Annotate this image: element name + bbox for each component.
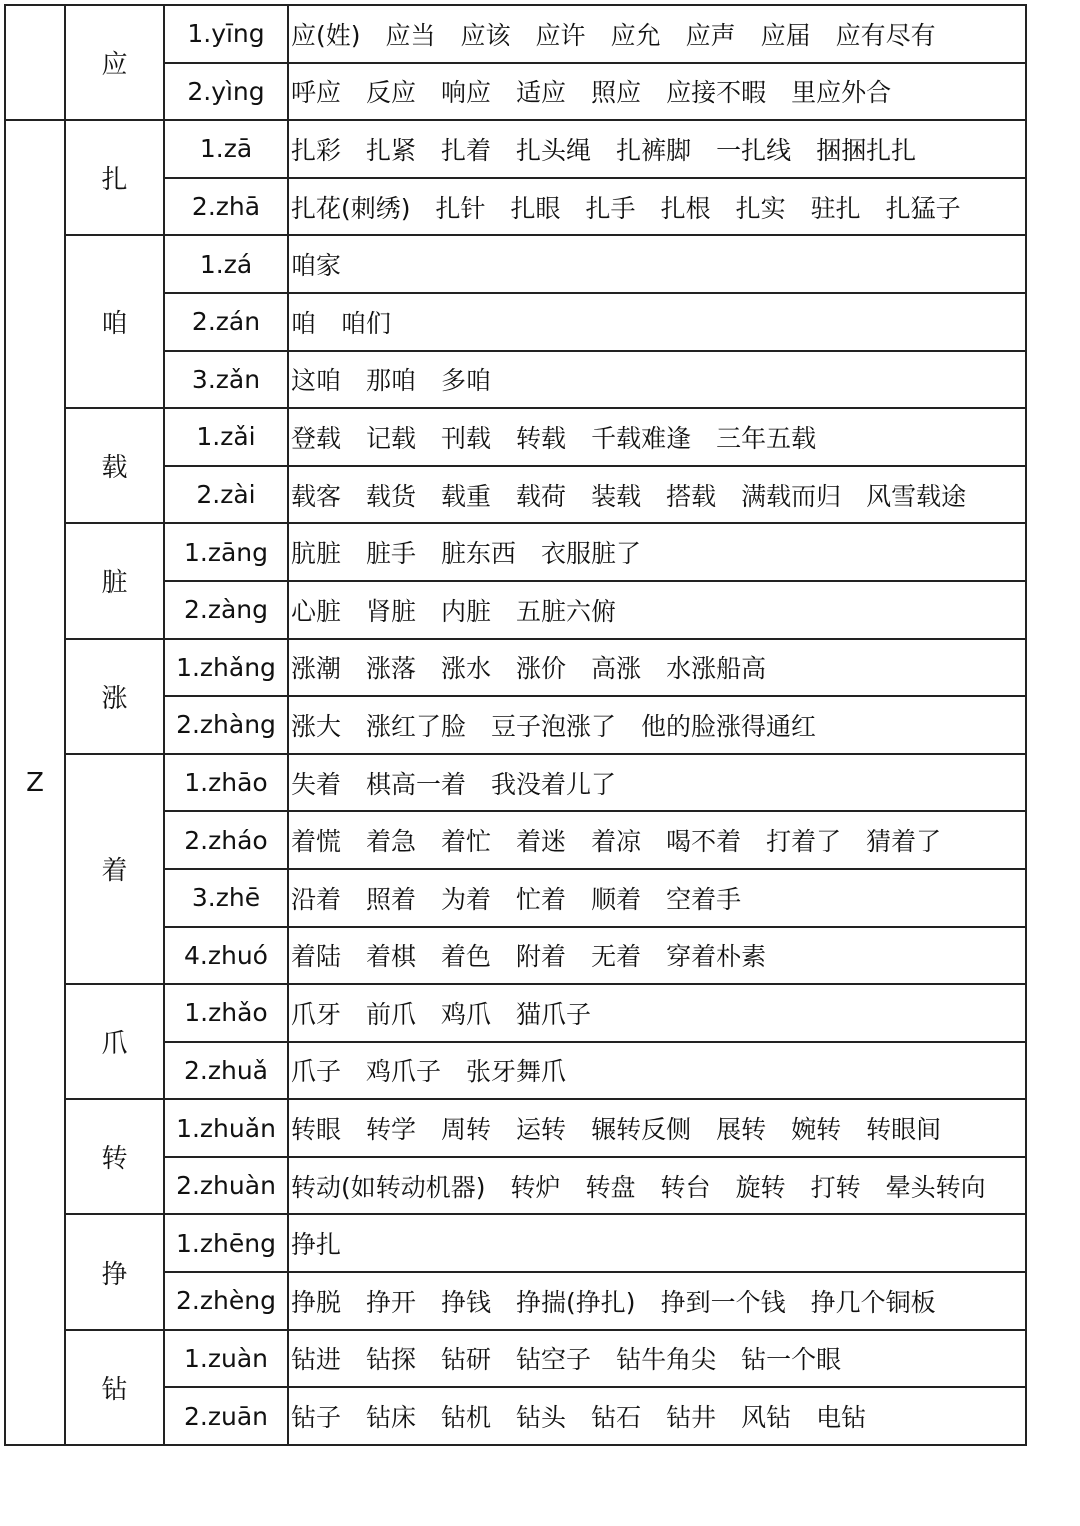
words-cell [288, 984, 1026, 1042]
example-word: 着凉 [591, 827, 642, 857]
pinyin-cell: 1.zǎi [164, 408, 288, 466]
example-word: 扎猛子 [885, 193, 961, 223]
example-word: 辗转反侧 [591, 1115, 692, 1145]
pinyin-cell: 2.zài [164, 466, 288, 524]
example-word: 记载 [366, 423, 417, 453]
example-word: 转载 [516, 423, 567, 453]
pinyin-cell: 1.zāng [164, 523, 288, 581]
example-word: 应届 [760, 20, 811, 50]
words-cell [288, 927, 1026, 985]
example-word: 那咱 [366, 366, 417, 396]
example-word: 打着了 [766, 827, 842, 857]
example-word: 忙着 [516, 884, 567, 914]
example-word: 适应 [516, 78, 567, 108]
example-word: 鸡爪 [441, 999, 492, 1029]
example-word: 照应 [591, 78, 642, 108]
example-word: 挣揣(挣扎) [516, 1287, 636, 1317]
table-row [5, 1099, 1026, 1157]
example-word: 多咱 [441, 366, 492, 396]
initial-letter-cell: Z [5, 120, 65, 1445]
words-cell [288, 639, 1026, 697]
words-cell [288, 1042, 1026, 1100]
example-word: 五脏六俯 [516, 596, 617, 626]
example-word: 钻子 [291, 1403, 342, 1433]
character-cell: 转 [65, 1099, 164, 1214]
example-word: 心脏 [291, 596, 342, 626]
example-word: 空着手 [666, 884, 742, 914]
words-cell [288, 408, 1026, 466]
character-cell: 着 [65, 754, 164, 984]
character-cell: 扎 [65, 120, 164, 235]
example-word: 挣开 [366, 1287, 417, 1317]
words-cell [288, 1387, 1026, 1445]
words-cell [288, 1099, 1026, 1157]
example-word: 扎针 [435, 193, 486, 223]
example-word: 装载 [591, 481, 642, 511]
pinyin-cell: 2.zhuǎ [164, 1042, 288, 1100]
example-word: 转台 [660, 1172, 711, 1202]
example-word: 风钻 [741, 1403, 792, 1433]
pinyin-cell: 1.yīng [164, 5, 288, 63]
example-word: 周转 [441, 1115, 492, 1145]
example-word: 驻扎 [810, 193, 861, 223]
example-word: 猫爪子 [516, 999, 592, 1029]
example-word: 响应 [441, 78, 492, 108]
pinyin-cell: 2.zhèng [164, 1272, 288, 1330]
example-word: 着迷 [516, 827, 567, 857]
example-word: 涨水 [441, 654, 492, 684]
example-word: 涨大 [291, 711, 342, 741]
example-word: 钻探 [366, 1345, 417, 1375]
example-word: 照着 [366, 884, 417, 914]
table-row [5, 235, 1026, 293]
example-word: 转眼 [291, 1115, 342, 1145]
example-word: 钻牛角尖 [616, 1345, 717, 1375]
example-word: 刊载 [441, 423, 492, 453]
character-cell: 咱 [65, 235, 164, 408]
example-word: 前爪 [366, 999, 417, 1029]
table-row [5, 1214, 1026, 1272]
example-word: 钻床 [366, 1403, 417, 1433]
table-row [5, 639, 1026, 697]
example-word: 应(姓) [291, 20, 361, 50]
example-word: 挣扎 [291, 1230, 342, 1260]
example-word: 扎彩 [291, 135, 342, 165]
example-word: 转眼间 [866, 1115, 942, 1145]
example-word: 无着 [591, 942, 642, 972]
example-word: 张牙舞爪 [466, 1057, 567, 1087]
example-word: 载重 [441, 481, 492, 511]
example-word: 钻井 [666, 1403, 717, 1433]
example-word: 应声 [685, 20, 736, 50]
example-word: 爪牙 [291, 999, 342, 1029]
table-row [5, 984, 1026, 1042]
example-word: 应当 [385, 20, 436, 50]
example-word: 我没着儿了 [491, 769, 617, 799]
example-word: 着忙 [441, 827, 492, 857]
words-cell [288, 811, 1026, 869]
example-word: 咱 [291, 308, 317, 338]
example-word: 猜着了 [866, 827, 942, 857]
character-cell: 爪 [65, 984, 164, 1099]
example-word: 里应外合 [791, 78, 892, 108]
pinyin-cell: 1.zuàn [164, 1330, 288, 1388]
words-cell [288, 293, 1026, 351]
example-word: 顺着 [591, 884, 642, 914]
table-row [5, 408, 1026, 466]
example-word: 脏手 [366, 539, 417, 569]
example-word: 钻石 [591, 1403, 642, 1433]
example-word: 风雪载途 [866, 481, 967, 511]
example-word: 扎裤脚 [616, 135, 692, 165]
pinyin-cell: 1.zā [164, 120, 288, 178]
example-word: 附着 [516, 942, 567, 972]
example-word: 着急 [366, 827, 417, 857]
character-cell: 涨 [65, 639, 164, 754]
example-word: 脏东西 [441, 539, 517, 569]
character-cell: 载 [65, 408, 164, 523]
example-word: 千载难逢 [591, 423, 692, 453]
pinyin-cell: 2.yìng [164, 63, 288, 121]
example-word: 扎实 [735, 193, 786, 223]
example-word: 失着 [291, 769, 342, 799]
example-word: 咱家 [291, 251, 342, 281]
example-word: 扎手 [585, 193, 636, 223]
example-word: 应有尽有 [835, 20, 936, 50]
example-word: 应允 [610, 20, 661, 50]
table-row [5, 754, 1026, 812]
example-word: 挣钱 [441, 1287, 492, 1317]
example-word: 钻空子 [516, 1345, 592, 1375]
pinyin-cell: 2.zhuàn [164, 1157, 288, 1215]
example-word: 涨价 [516, 654, 567, 684]
example-word: 涨潮 [291, 654, 342, 684]
example-word: 着慌 [291, 827, 342, 857]
example-word: 婉转 [791, 1115, 842, 1145]
pinyin-cell: 3.zǎn [164, 351, 288, 409]
pinyin-cell: 2.zàng [164, 581, 288, 639]
character-cell: 钻 [65, 1330, 164, 1445]
example-word: 搭载 [666, 481, 717, 511]
words-cell [288, 581, 1026, 639]
example-word: 爪子 [291, 1057, 342, 1087]
table-row [5, 5, 1026, 63]
example-word: 扎根 [660, 193, 711, 223]
example-word: 着色 [441, 942, 492, 972]
example-word: 着棋 [366, 942, 417, 972]
pinyin-cell: 2.zuān [164, 1387, 288, 1445]
example-word: 应该 [460, 20, 511, 50]
example-word: 旋转 [735, 1172, 786, 1202]
initial-letter-cell [5, 5, 65, 120]
example-word: 满载而归 [741, 481, 842, 511]
example-word: 钻进 [291, 1345, 342, 1375]
table-row [5, 1330, 1026, 1388]
example-word: 咱们 [341, 308, 392, 338]
example-word: 钻一个眼 [741, 1345, 842, 1375]
example-word: 这咱 [291, 366, 342, 396]
example-word: 水涨船高 [666, 654, 767, 684]
example-word: 转盘 [585, 1172, 636, 1202]
pinyin-cell: 2.zán [164, 293, 288, 351]
example-word: 肾脏 [366, 596, 417, 626]
example-word: 转炉 [510, 1172, 561, 1202]
words-cell [288, 5, 1026, 63]
example-word: 载客 [291, 481, 342, 511]
example-word: 扎花(刺绣) [291, 193, 411, 223]
example-word: 钻机 [441, 1403, 492, 1433]
example-word: 一扎线 [716, 135, 792, 165]
character-cell: 挣 [65, 1214, 164, 1329]
example-word: 反应 [366, 78, 417, 108]
example-word: 衣服脏了 [541, 539, 642, 569]
character-cell: 脏 [65, 523, 164, 638]
example-word: 着陆 [291, 942, 342, 972]
example-word: 沿着 [291, 884, 342, 914]
example-word: 展转 [716, 1115, 767, 1145]
example-word: 捆捆扎扎 [816, 135, 917, 165]
example-word: 为着 [441, 884, 492, 914]
character-cell: 应 [65, 5, 164, 120]
words-cell [288, 754, 1026, 812]
example-word: 他的脸涨得通红 [641, 711, 817, 741]
example-word: 钻头 [516, 1403, 567, 1433]
example-word: 挣到一个钱 [660, 1287, 786, 1317]
words-cell [288, 1330, 1026, 1388]
pinyin-cell: 1.zhāo [164, 754, 288, 812]
polyphonic-character-table [4, 4, 1027, 1446]
example-word: 应接不暇 [666, 78, 767, 108]
table-row [5, 120, 1026, 178]
example-word: 扎着 [441, 135, 492, 165]
example-word: 三年五载 [716, 423, 817, 453]
example-word: 挣脱 [291, 1287, 342, 1317]
words-cell [288, 869, 1026, 927]
example-word: 转学 [366, 1115, 417, 1145]
pinyin-cell: 1.zhǎng [164, 639, 288, 697]
example-word: 涨红了脸 [366, 711, 467, 741]
example-word: 高涨 [591, 654, 642, 684]
example-word: 喝不着 [666, 827, 742, 857]
words-cell [288, 63, 1026, 121]
pinyin-cell: 1.zá [164, 235, 288, 293]
example-word: 豆子泡涨了 [491, 711, 617, 741]
example-word: 钻研 [441, 1345, 492, 1375]
example-word: 内脏 [441, 596, 492, 626]
pinyin-cell: 2.zháo [164, 811, 288, 869]
pinyin-cell: 1.zhēng [164, 1214, 288, 1272]
example-word: 肮脏 [291, 539, 342, 569]
example-word: 电钻 [816, 1403, 867, 1433]
words-cell [288, 351, 1026, 409]
example-word: 扎紧 [366, 135, 417, 165]
words-cell [288, 696, 1026, 754]
pinyin-cell: 3.zhē [164, 869, 288, 927]
pinyin-cell: 1.zhǎo [164, 984, 288, 1042]
example-word: 鸡爪子 [366, 1057, 442, 1087]
example-word: 载荷 [516, 481, 567, 511]
words-cell [288, 1272, 1026, 1330]
example-word: 登载 [291, 423, 342, 453]
example-word: 棋高一着 [366, 769, 467, 799]
pinyin-cell: 2.zhā [164, 178, 288, 236]
example-word: 穿着朴素 [666, 942, 767, 972]
table-row [5, 523, 1026, 581]
example-word: 打转 [810, 1172, 861, 1202]
example-word: 运转 [516, 1115, 567, 1145]
words-cell [288, 523, 1026, 581]
pinyin-cell: 2.zhàng [164, 696, 288, 754]
example-word: 呼应 [291, 78, 342, 108]
words-cell [288, 1214, 1026, 1272]
words-cell [288, 466, 1026, 524]
example-word: 挣几个铜板 [810, 1287, 936, 1317]
example-word: 转动(如转动机器) [291, 1172, 486, 1202]
pinyin-cell: 1.zhuǎn [164, 1099, 288, 1157]
example-word: 涨落 [366, 654, 417, 684]
pinyin-cell: 4.zhuó [164, 927, 288, 985]
words-cell [288, 178, 1026, 236]
example-word: 载货 [366, 481, 417, 511]
example-word: 晕头转向 [885, 1172, 986, 1202]
words-cell [288, 120, 1026, 178]
example-word: 应许 [535, 20, 586, 50]
words-cell [288, 1157, 1026, 1215]
example-word: 扎头绳 [516, 135, 592, 165]
example-word: 扎眼 [510, 193, 561, 223]
words-cell [288, 235, 1026, 293]
